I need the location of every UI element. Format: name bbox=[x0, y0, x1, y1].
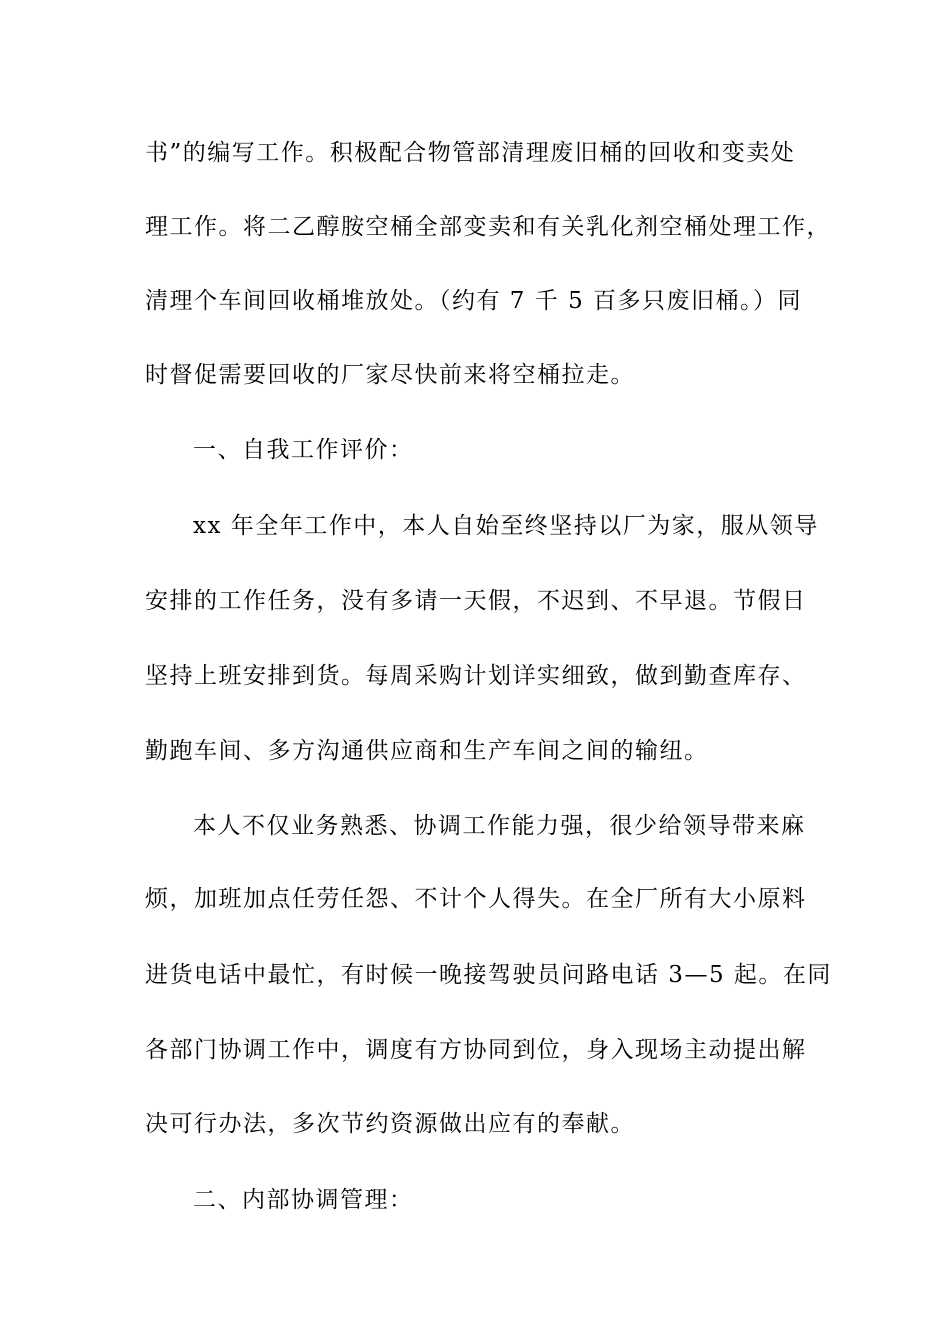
text-line: 各部门协调工作中，调度有方协同到位，身入现场主动提出解 bbox=[145, 1037, 807, 1063]
text-line: xx 年全年工作中，本人自始至终坚持以厂为家，服从领导 bbox=[193, 513, 819, 539]
text-line: 理工作。将二乙醇胺空桶全部变卖和有关乳化剂空桶处理工作， bbox=[145, 214, 831, 240]
section-heading: 一、自我工作评价： bbox=[193, 437, 414, 463]
section-heading: 二、内部协调管理： bbox=[193, 1187, 414, 1213]
text-line: 清理个车间回收桶堆放处。（约有 7 千 5 百多只废旧桶。）同 bbox=[145, 288, 803, 314]
text-line: 书”的编写工作。积极配合物管部清理废旧桶的回收和变卖处 bbox=[145, 140, 796, 166]
text-line: 时督促需要回收的厂家尽快前来将空桶拉走。 bbox=[145, 362, 635, 388]
text-line: 坚持上班安排到货。每周采购计划详实细致，做到勤查库存、 bbox=[145, 663, 807, 689]
text-line: 烦，加班加点任劳任怨、不计个人得失。在全厂所有大小原料 bbox=[145, 886, 807, 912]
text-line: 勤跑车间、多方沟通供应商和生产车间之间的输纽。 bbox=[145, 738, 709, 764]
text-line: 决可行办法，多次节约资源做出应有的奉献。 bbox=[145, 1111, 635, 1137]
text-line: 进货电话中最忙，有时候一晚接驾驶员问路电话 3—5 起。在同 bbox=[145, 962, 832, 988]
text-line: 安排的工作任务，没有多请一天假，不迟到、不早退。节假日 bbox=[145, 588, 807, 614]
text-line: 本人不仅业务熟悉、协调工作能力强，很少给领导带来麻 bbox=[193, 813, 806, 839]
